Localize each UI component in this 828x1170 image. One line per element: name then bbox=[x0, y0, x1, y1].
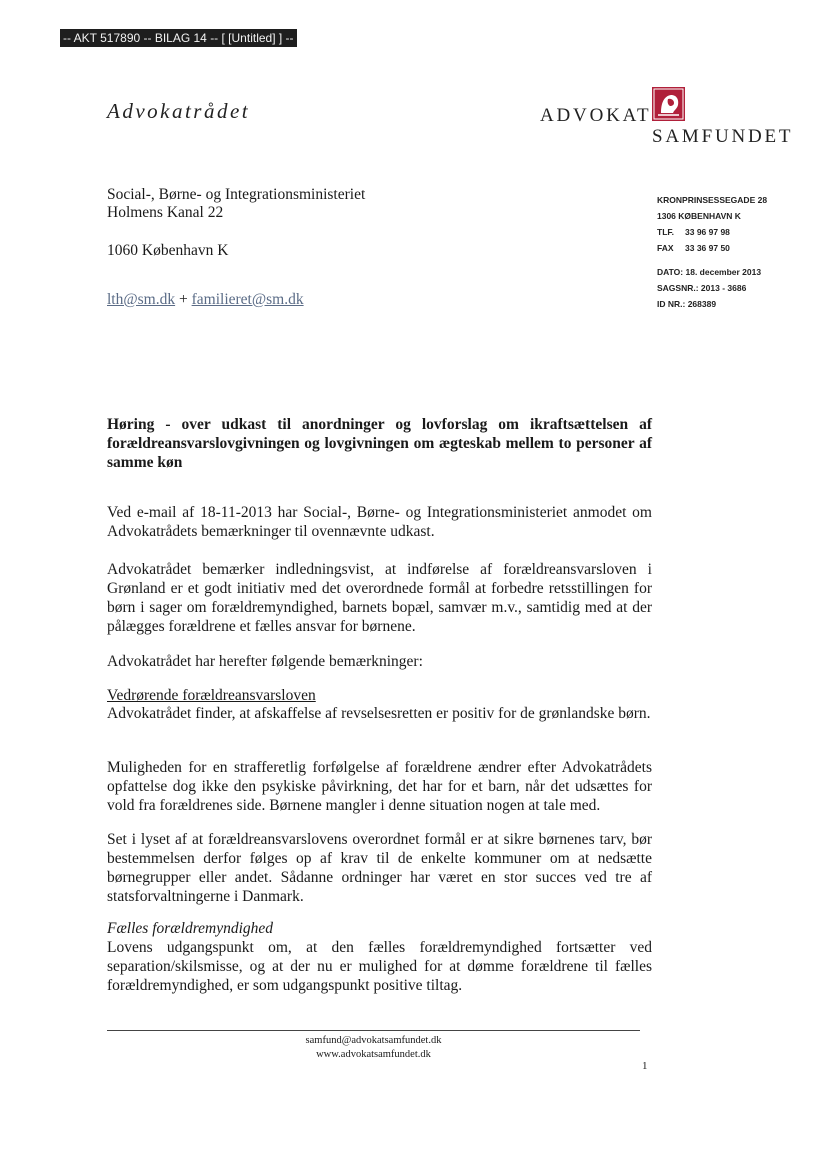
phone-label: TLF. bbox=[657, 227, 674, 237]
id-number: ID NR.: 268389 bbox=[657, 299, 717, 309]
advokatsamfundet-wordmark-line2: SAMFUNDET bbox=[652, 126, 794, 147]
paragraph-7: Lovens udgangspunkt om, at den fælles forældremyndighed fortsætter ved separation/skilsmisse, og at der nu er mulighed for at dømme forældrene til fælles forældremyndighed, er som udgangspunkt positive tiltag. bbox=[107, 939, 652, 994]
case-number: SAGSNR.: 2013 - 3686 bbox=[657, 283, 747, 293]
phone-value: 33 96 97 98 bbox=[685, 227, 730, 237]
paragraph-1: Ved e-mail af 18-11-2013 har Social-, Børne- og Integrationsministeriet anmodet om Advokatrådets bemærkninger til ovennævnte udkast. bbox=[107, 504, 652, 540]
sender-info bbox=[657, 192, 767, 312]
recipient-address bbox=[107, 186, 365, 260]
subheading-faelles-foraeldremyndighed: Fælles forældremyndighed bbox=[107, 920, 274, 937]
email-joiner: + bbox=[175, 291, 192, 308]
footer-email[interactable]: samfund@advokatsamfundet.dk bbox=[305, 1035, 442, 1046]
paragraph-2: Advokatrådet bemærker indledningsvist, at indførelse af forældreansvarsloven i Grønland er et godt initiativ med det overordnede formål at forbedre retsstillingen for børn i sager om forældremyndighed, barnets bopæl, samvær m.v., samtidig med at der pålægges forældrene et fælles ansvar for børnene. bbox=[107, 561, 652, 635]
footer-website[interactable]: www.advokatsamfundet.dk bbox=[316, 1049, 431, 1060]
sender-phone bbox=[657, 224, 767, 240]
fax-value: 33 36 97 50 bbox=[685, 243, 730, 253]
paragraph-4: Advokatrådet finder, at afskaffelse af revselsesretten er positiv for de grønlandske børn. bbox=[107, 705, 651, 722]
page-number: 1 bbox=[642, 1060, 648, 1072]
footer-rule bbox=[107, 1030, 640, 1031]
document-stamp: -- AKT 517890 -- BILAG 14 -- [ [Untitled] ] -- bbox=[60, 29, 297, 47]
subheading-forældreansvarsloven: Vedrørende forældreansvarsloven bbox=[107, 687, 316, 704]
advokatraadet-wordmark: Advokatrådet bbox=[107, 99, 251, 123]
email-link-1[interactable]: lth@sm.dk bbox=[107, 291, 176, 308]
sender-street: KRONPRINSESSEGADE 28 bbox=[657, 195, 768, 205]
email-link-2[interactable]: familieret@sm.dk bbox=[191, 291, 304, 308]
recipient-emails bbox=[107, 291, 304, 309]
recipient-line-1: Social-, Børne- og Integrationsministeriet bbox=[107, 186, 366, 203]
paragraph-5: Muligheden for en strafferetlig forfølgelse af forældrene ændrer efter Advokatrådets opfattelse dog ikke den psykiske påvirkning, det har for et barn, når det udsættes for vold fra forældrenes side. Børnene mangler i denne situation nogen at tale med. bbox=[107, 759, 652, 814]
letter-heading: Høring - over udkast til anordninger og lovforslag om ikraftsættelsen af forældreansvarslovgivningen og lovgivningen om ægteskab mellem to personer af samme køn bbox=[107, 416, 652, 471]
advokatsamfundet-wordmark-line1: ADVOKAT bbox=[540, 105, 652, 126]
sender-city: 1306 KØBENHAVN K bbox=[657, 211, 741, 221]
advokatsamfundet-crest-icon bbox=[652, 87, 685, 121]
recipient-line-3: 1060 København K bbox=[107, 242, 229, 259]
paragraph-6: Set i lyset af at forældreansvarslovens overordnet formål er at sikre børnenes tarv, bør bestemmelsen derfor følges op af krav til de enkelte kommuner om at nedsætte børnegrupper eller andet. Sådanne ordninger har været en stor succes ved tre af statsforvaltningerne i Danmark. bbox=[107, 831, 652, 905]
paragraph-3: Advokatrådet har herefter følgende bemærkninger: bbox=[107, 653, 423, 670]
recipient-line-2: Holmens Kanal 22 bbox=[107, 204, 224, 221]
sender-fax bbox=[657, 240, 767, 256]
fax-label: FAX bbox=[657, 243, 674, 253]
letter-date: DATO: 18. december 2013 bbox=[657, 267, 762, 277]
footer-contact bbox=[107, 1034, 640, 1062]
